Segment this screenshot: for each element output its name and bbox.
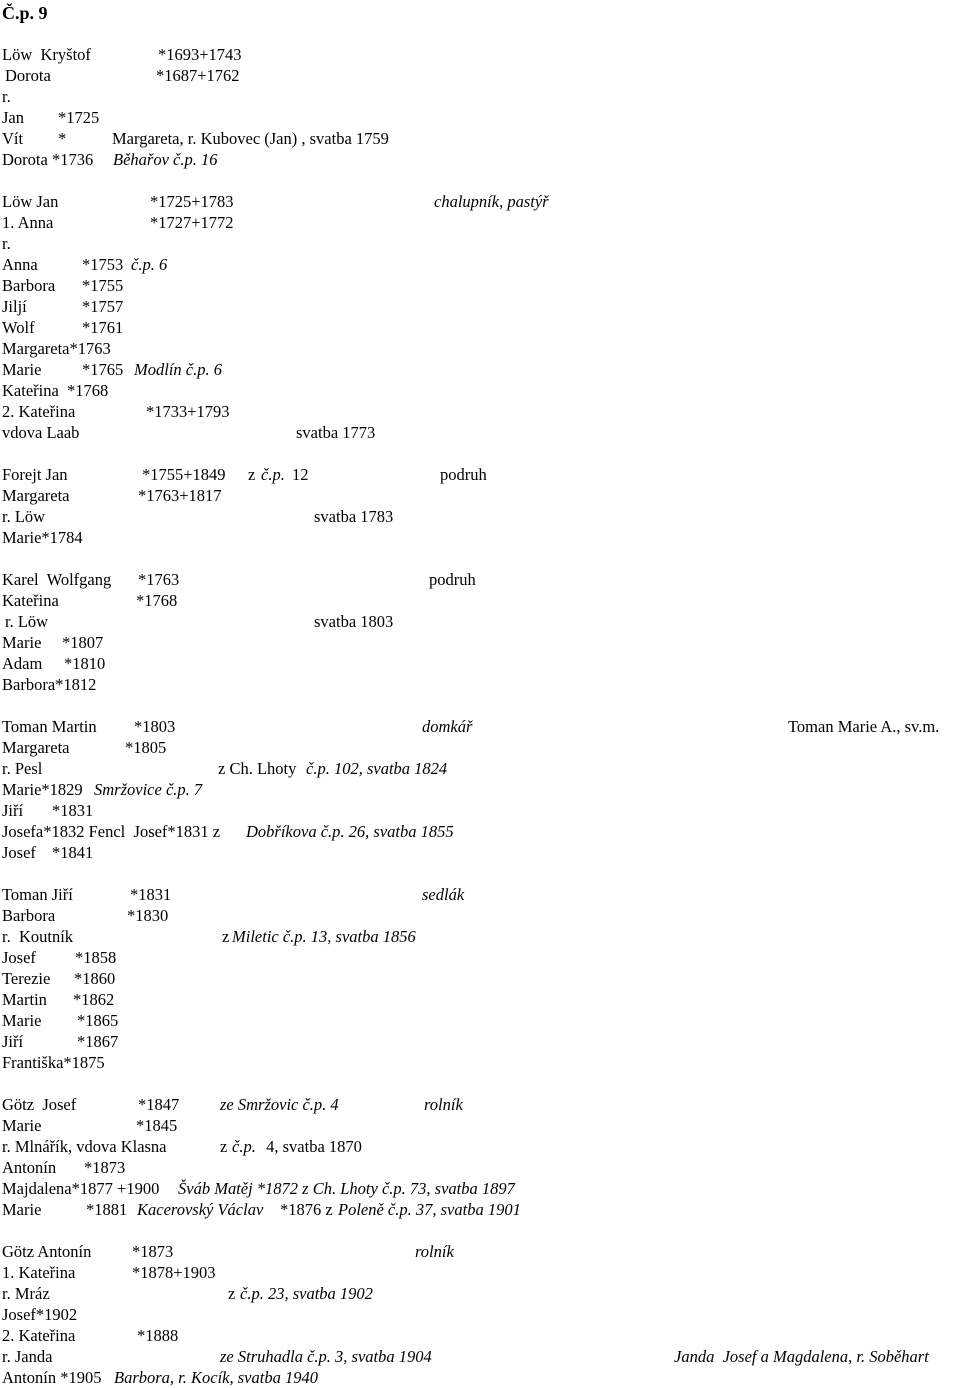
record-text: Smržovice č.p. 7 xyxy=(94,780,203,799)
record-text: *1727+1772 xyxy=(150,213,234,232)
record-text: *1881 xyxy=(86,1200,132,1219)
record-text: *1755 xyxy=(82,276,124,295)
record-text: Dorota *1736 xyxy=(2,150,98,169)
record-text: 1. Anna xyxy=(2,213,54,232)
record-line xyxy=(0,968,960,989)
record-line xyxy=(0,296,960,317)
record-text: Marie xyxy=(2,360,42,379)
record-text: 12 xyxy=(292,465,309,484)
record-text: *1807 xyxy=(62,633,104,652)
record-text: *1725+1783 xyxy=(150,192,234,211)
record-line xyxy=(0,1010,960,1031)
record-line xyxy=(0,1136,960,1157)
record-line xyxy=(0,1367,960,1388)
record-line xyxy=(0,1262,960,1283)
record-line xyxy=(0,338,960,359)
record-text: r. Koutník xyxy=(2,927,74,946)
record-text: *1725 xyxy=(58,108,100,127)
record-text: *1810 xyxy=(64,654,106,673)
record-line xyxy=(0,800,960,821)
record-text: Marie xyxy=(2,1011,42,1030)
record-text: Toman Jiří xyxy=(2,885,73,904)
record-text: Kateřina *1768 xyxy=(2,381,109,400)
record-text: *1876 z xyxy=(280,1200,337,1219)
record-text: Františka*1875 xyxy=(2,1053,105,1072)
record-line xyxy=(0,611,960,632)
record-text: *1753 xyxy=(82,255,128,274)
record-line xyxy=(0,1199,960,1220)
record-line xyxy=(0,254,960,275)
record-text: Kacerovský Václav xyxy=(137,1200,264,1219)
record-text: Löw Kryštof xyxy=(2,45,91,64)
record-line xyxy=(0,1115,960,1136)
record-line xyxy=(0,128,960,149)
record-text: Jan xyxy=(2,108,24,127)
record-text: Barbora, r. Kocík, svatba 1940 xyxy=(114,1368,318,1387)
record-text: *1830 xyxy=(127,906,169,925)
record-text: Löw Jan xyxy=(2,192,59,211)
record-text: Miletic č.p. 13, svatba 1856 xyxy=(232,927,416,946)
record-text: Adam xyxy=(2,654,43,673)
record-text: z xyxy=(248,465,260,484)
record-line xyxy=(0,359,960,380)
record-line xyxy=(0,674,960,695)
record-text: Marie xyxy=(2,1116,42,1135)
record-line xyxy=(0,527,960,548)
record-line xyxy=(0,1283,960,1304)
record-line xyxy=(0,1157,960,1178)
record-line xyxy=(0,821,960,842)
record-text: 4, svatba 1870 xyxy=(262,1137,362,1156)
record-text: č.p. 102, svatba 1824 xyxy=(306,759,448,778)
record-line xyxy=(0,947,960,968)
record-text: č.p. 23, svatba 1902 xyxy=(240,1284,373,1303)
record-line xyxy=(0,191,960,212)
record-line xyxy=(0,926,960,947)
record-line xyxy=(0,1304,960,1325)
record-text: *1845 xyxy=(136,1116,178,1135)
record-text: domkář xyxy=(422,717,473,736)
record-line xyxy=(0,569,960,590)
record-line xyxy=(0,1346,960,1367)
record-text: Margareta*1763 xyxy=(2,339,111,358)
record-text: Janda Josef a Magdalena, r. Soběhart xyxy=(674,1347,929,1366)
record-text: *1831 xyxy=(130,885,172,904)
record-text: ze Struhadla č.p. 3, svatba 1904 xyxy=(220,1347,432,1366)
record-text: č.p. xyxy=(232,1137,256,1156)
record-line xyxy=(0,275,960,296)
record-text: *1763 xyxy=(138,570,180,589)
record-text: Toman Marie A., sv.m. xyxy=(788,717,940,736)
record-text: Jiljí xyxy=(2,297,27,316)
record-text: *1765 xyxy=(82,360,128,379)
record-text: 1. Kateřina xyxy=(2,1263,76,1282)
record-text: *1733+1793 xyxy=(146,402,230,421)
record-text: z Ch. Lhoty xyxy=(218,759,301,778)
record-line xyxy=(0,422,960,443)
record-text: Margareta, r. Kubovec (Jan) , svatba 1759 xyxy=(112,129,389,148)
record-text: *1763+1817 xyxy=(138,486,222,505)
record-text: *1858 xyxy=(75,948,117,967)
record-text: *1831 xyxy=(52,801,94,820)
record-text: Götz Josef xyxy=(2,1095,77,1114)
record-text: ze Smržovic č.p. 4 xyxy=(220,1095,339,1114)
record-text: *1755+1849 xyxy=(142,465,226,484)
page-heading: Č.p. 9 xyxy=(2,3,48,23)
record-text: *1761 xyxy=(82,318,124,337)
record-line xyxy=(0,1241,960,1262)
record-line xyxy=(0,590,960,611)
record-line xyxy=(0,86,960,107)
record-text: Marie xyxy=(2,633,42,652)
record-text: r. xyxy=(2,87,11,106)
record-text: chalupník, pastýř xyxy=(434,192,549,211)
record-text: z xyxy=(228,1284,240,1303)
record-line xyxy=(0,1031,960,1052)
record-line xyxy=(0,485,960,506)
record-text: Jiří xyxy=(2,1032,24,1051)
record-text: Karel Wolfgang xyxy=(2,570,112,589)
record-text: Josef xyxy=(2,843,36,862)
record-text: svatba 1803 xyxy=(314,612,394,631)
record-text: * xyxy=(58,129,67,148)
record-text: r. Mlnářík, vdova Klasna xyxy=(2,1137,167,1156)
record-text: *1867 xyxy=(77,1032,119,1051)
record-text: r. Löw xyxy=(5,612,49,631)
record-line xyxy=(0,233,960,254)
record-text: *1803 xyxy=(134,717,176,736)
record-text: Marie*1829 xyxy=(2,780,87,799)
record-text: 2. Kateřina xyxy=(2,402,76,421)
record-text: *1757 xyxy=(82,297,124,316)
record-line xyxy=(0,632,960,653)
record-text: r. Löw xyxy=(2,507,46,526)
record-line xyxy=(0,842,960,863)
record-line xyxy=(0,1052,960,1073)
record-text: Poleně č.p. 37, svatba 1901 xyxy=(338,1200,521,1219)
record-line xyxy=(0,464,960,485)
record-text: Margareta xyxy=(2,738,70,757)
record-line xyxy=(0,1325,960,1346)
record-line xyxy=(0,737,960,758)
record-text: Terezie xyxy=(2,969,51,988)
record-text: Wolf xyxy=(2,318,35,337)
record-text: Anna xyxy=(2,255,38,274)
record-text: r. Pesl xyxy=(2,759,43,778)
record-line xyxy=(0,65,960,86)
record-line xyxy=(0,401,960,422)
record-text: Marie*1784 xyxy=(2,528,83,547)
record-text: Šváb Matěj *1872 z Ch. Lhoty č.p. 73, svatba 1897 xyxy=(178,1179,515,1198)
record-text: Antonín xyxy=(2,1158,57,1177)
record-text: z xyxy=(222,927,234,946)
record-text: Barbora*1812 xyxy=(2,675,97,694)
record-text: Kateřina xyxy=(2,591,59,610)
record-text: *1805 xyxy=(125,738,167,757)
record-text: r. Mráz xyxy=(2,1284,50,1303)
record-text: *1888 xyxy=(137,1326,179,1345)
record-text: *1862 xyxy=(73,990,115,1009)
record-line xyxy=(0,1178,960,1199)
record-text: Barbora xyxy=(2,276,56,295)
record-text: svatba 1783 xyxy=(314,507,394,526)
record-text: Barbora xyxy=(2,906,56,925)
record-text: rolník xyxy=(424,1095,463,1114)
record-line xyxy=(0,212,960,233)
record-text: Josefa*1832 Fencl Josef*1831 z xyxy=(2,822,225,841)
record-text: *1693+1743 xyxy=(158,45,242,64)
record-line xyxy=(0,716,960,737)
record-text: *1873 xyxy=(132,1242,174,1261)
record-text: *1860 xyxy=(74,969,116,988)
record-text: Toman Martin xyxy=(2,717,97,736)
record-text: podruh xyxy=(440,465,487,484)
record-text: r. xyxy=(2,234,11,253)
record-text: podruh xyxy=(429,570,476,589)
record-line xyxy=(0,653,960,674)
record-text: vdova Laab xyxy=(2,423,80,442)
record-text: Běhařov č.p. 16 xyxy=(113,150,218,169)
record-text: z xyxy=(220,1137,232,1156)
record-text: Martin xyxy=(2,990,47,1009)
record-text: Marie xyxy=(2,1200,42,1219)
record-text: Vít xyxy=(2,129,24,148)
record-text: Josef xyxy=(2,948,36,967)
record-text: Modlín č.p. 6 xyxy=(134,360,222,379)
record-text: Antonín *1905 xyxy=(2,1368,106,1387)
record-text: Majdalena*1877 +1900 xyxy=(2,1179,164,1198)
record-text: č.p. xyxy=(261,465,285,484)
record-line xyxy=(0,317,960,338)
record-text: *1878+1903 xyxy=(132,1263,216,1282)
record-text: Dobříkova č.p. 26, svatba 1855 xyxy=(246,822,454,841)
record-text: Margareta xyxy=(2,486,70,505)
record-line xyxy=(0,44,960,65)
record-text: č.p. 6 xyxy=(131,255,168,274)
record-text: *1873 xyxy=(84,1158,126,1177)
record-text: Forejt Jan xyxy=(2,465,68,484)
record-line xyxy=(0,989,960,1010)
record-text: Götz Antonín xyxy=(2,1242,92,1261)
record-text: *1687+1762 xyxy=(156,66,240,85)
record-text: *1768 xyxy=(136,591,178,610)
record-line xyxy=(0,884,960,905)
record-line xyxy=(0,506,960,527)
record-line xyxy=(0,107,960,128)
record-text: Dorota xyxy=(5,66,51,85)
record-line xyxy=(0,779,960,800)
record-text: Jiří xyxy=(2,801,24,820)
record-line xyxy=(0,758,960,779)
record-text: sedlák xyxy=(422,885,465,904)
record-text: *1847 xyxy=(138,1095,180,1114)
record-line xyxy=(0,149,960,170)
record-text: r. Janda xyxy=(2,1347,53,1366)
record-line xyxy=(0,380,960,401)
record-text: rolník xyxy=(415,1242,454,1261)
record-text: Josef*1902 xyxy=(2,1305,78,1324)
record-text: *1841 xyxy=(52,843,94,862)
record-line xyxy=(0,905,960,926)
record-text: svatba 1773 xyxy=(296,423,376,442)
record-line xyxy=(0,1094,960,1115)
record-text: *1865 xyxy=(77,1011,119,1030)
record-text: 2. Kateřina xyxy=(2,1326,76,1345)
